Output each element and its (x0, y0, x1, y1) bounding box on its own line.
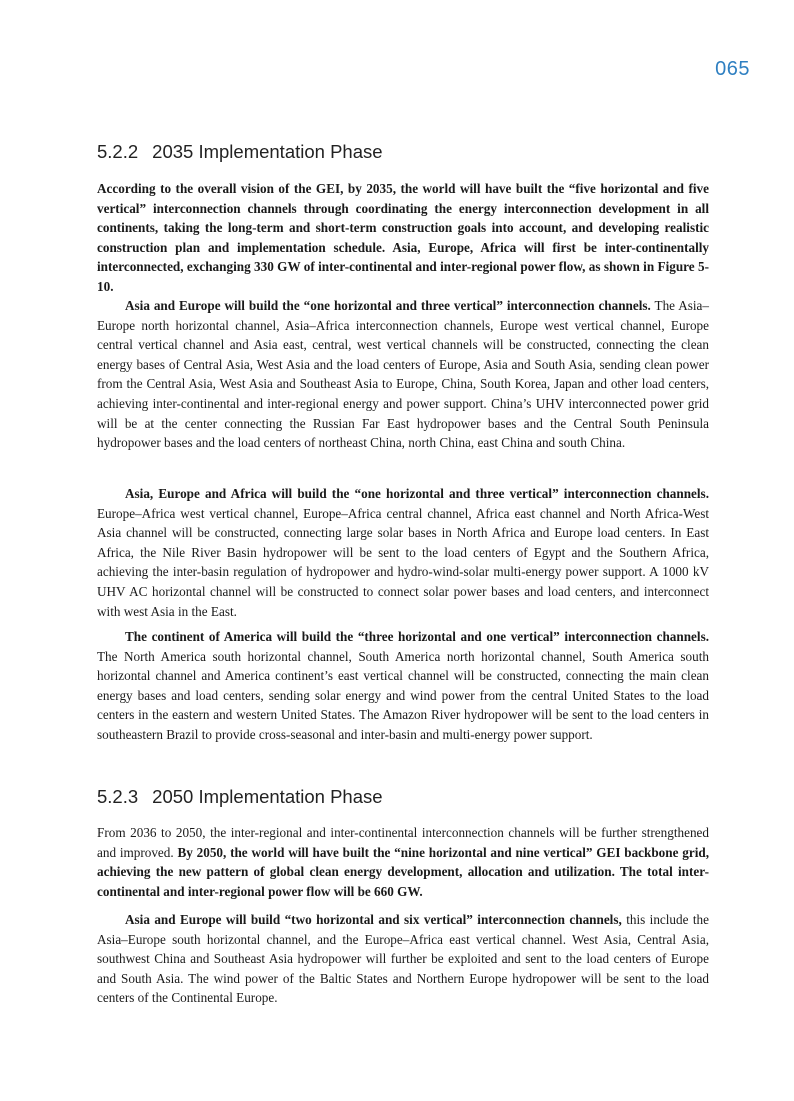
section-title: 2035 Implementation Phase (152, 141, 383, 162)
paragraph-america (97, 627, 709, 745)
paragraph-bold-tail: By 2050, the world will have built the “nine horizontal and nine vertical” GEI backbone grid, achieving the new pattern of global clean energy development, allocation and utilization. The total inter-continental and inter-regional power flow will be 660 GW. (97, 844, 709, 899)
paragraph-2050-overview (97, 823, 709, 901)
paragraph-bold-lead: Asia, Europe and Africa will build the “one horizontal and three vertical” interconnection channels. (125, 486, 709, 501)
paragraph-bold-lead: The continent of America will build the “three horizontal and one vertical” interconnection channels. (125, 629, 709, 644)
paragraph-bold-lead: Asia and Europe will build “two horizontal and six vertical” interconnection channels, (125, 912, 622, 927)
paragraph-text: Europe–Africa west vertical channel, Europe–Africa central channel, Africa east channel and North Africa-West Asia channel will be constructed, connecting large solar bases in North Africa and Europe load centers. In East Africa, the Nile River Basin hydropower will be sent to the load centers of Egypt and the Southern Africa, achieving the inter-basin regulation of hydropower and hydro-wind-solar multi-energy power support. A 1000 kV UHV AC horizontal channel will be constructed to connect solar power bases and load centers, and interconnect with west Asia in the East. (97, 505, 709, 619)
section-number: 5.2.3 (97, 786, 139, 807)
paragraph-asia-europe (97, 296, 709, 453)
paragraph-bold-lead: According to the overall vision of the GEI, by 2035, the world will have built the “five horizontal and five vertical” interconnection channels through coordinating the energy interconnection development in all continents, taking the long-term and short-term construction goals into account, and developing realistic construction plan and implementation schedule. Asia, Europe, Africa will first be inter-continentally interconnected, exchanging 330 GW of inter-continental and inter-regional power flow, as shown in Figure 5-10. (97, 181, 709, 294)
section-heading-2050 (97, 786, 383, 808)
paragraph-text: this include the Asia–Europe south horizontal channel, and the Europe–Africa east vertical channel. West Asia, Central Asia, southwest China and Southeast Asia hydropower will further be exploited and sent to the load centers of Europe and South Asia. The wind power of the Baltic States and Northern Europe hydropower will be sent to the load centers of the Continental Europe. (97, 912, 709, 1006)
paragraph-asia-europe-2050 (97, 910, 709, 1008)
paragraph-bold-lead: Asia and Europe will build the “one horizontal and three vertical” interconnection channels. (125, 298, 651, 313)
section-number: 5.2.2 (97, 141, 139, 162)
paragraph-2035-overview (97, 179, 709, 297)
paragraph-asia-europe-africa (97, 484, 709, 621)
page-number: 065 (715, 58, 750, 80)
paragraph-text: From 2036 to 2050, the inter-regional and inter-continental interconnection channels will be further strengthened and improved. (97, 825, 709, 860)
section-title: 2050 Implementation Phase (152, 786, 383, 807)
paragraph-text: The Asia–Europe north horizontal channel, Asia–Africa interconnection channels, Europe west vertical channel, Europe central vertical channel and Asia east, central, west vertical channels will be constructed, connecting the clean energy bases of Central Asia, West Asia and the load centers of Europe, Asia and South Asia, sending clean power from the Central Asia, West Asia and Southeast Asia to Europe, China, South Korea, Japan and other load centers, achieving inter-continental and inter-regional energy and power support. China’s UHV interconnected power grid will be at the center connecting the Russian Far East hydropower bases and the Central South Peninsula hydropower bases and the load centers of northeast China, north China, east China and south China. (97, 298, 709, 451)
section-heading-2035 (97, 141, 383, 163)
paragraph-text: The North America south horizontal channel, South America north horizontal channel, South America south horizontal channel and America continent’s east vertical channel will be constructed, connecting the main clean energy bases and load centers, sending solar energy and wind power from the central United States to the load centers in the eastern and western United States. The Amazon River hydropower will be sent to the load centers in southeastern Brazil to provide cross-seasonal and inter-basin and multi-energy power support. (97, 648, 709, 742)
